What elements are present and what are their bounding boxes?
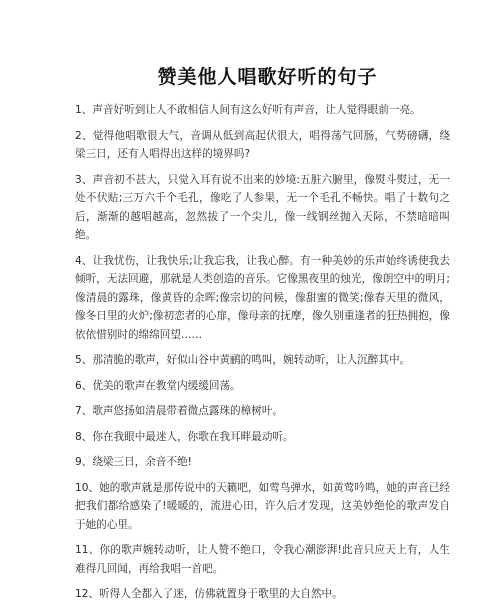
sentence-item-8: 8、你在我眼中最迷人，你歌在我耳畔最动听。 <box>75 430 294 443</box>
sentence-item-6: 6、优美的歌声在教堂内缓缓回荡。 <box>75 379 241 392</box>
sentence-item-4: 4、让我忧伤，让我快乐;让我忘我，让我心醉。有一种美妙的乐声始终诱使我去倾听，无法回避，那就是人类创造的音乐。它像黑夜里的烛光，像朗空中的明月;像清晨的露珠，像黄昏的余晖;像宗切的问候，像甜蜜的微笑;像春天里的微风，像冬日里的火炉;像初恋者的心扉，像母亲的抚摩，像久别重逢者的狂热拥抱，像依依惜别时的绵绵回望…… <box>75 254 450 341</box>
sentence-item-3: 3、声音初不甚大，只觉入耳有说不出来的妙境:五脏六腑里，像熨斗熨过，无一处不伏贴;三万六千个毛孔，像吃了人参果，无一个毛孔不畅快。唱了十数句之后，渐渐的越唱越高，忽然拔了一个尖儿，像一线钢丝抛入天际，不禁暗暗叫绝。 <box>75 173 450 241</box>
sentence-item-1: 1、声音好听到让人不敢相信人间有这么好听有声音，让人觉得眼前一亮。 <box>75 104 421 116</box>
sentence-item-11: 11、你的歌声婉转动听，让人赞不绝口，令我心潮澎湃!此音只应天上有，人生难得几回闻，再给我唱一首吧。 <box>75 544 450 575</box>
article-title: 赞美他人唱歌好听的句子 <box>157 66 378 88</box>
sentence-item-2: 2、觉得他唱歌很大气，音调从低到高起伏很大，唱得荡气回肠，气势磅礴，绕梁三日，还有人唱得出这样的境界吗? <box>75 129 450 160</box>
sentence-item-7: 7、歌声悠扬如清晨带着微点露珠的樟树叶。 <box>75 405 284 417</box>
sentence-item-9: 9、绕梁三日，余音不绝! <box>75 456 192 468</box>
sentence-item-5: 5、那清脆的歌声，好似山谷中黄鹂的鸣叫，婉转动听，让人沉醉其中。 <box>75 354 411 366</box>
sentence-item-10: 10、她的歌声就是那传说中的天籁吧，如莺鸟弹水，如黄莺吟鸣，她的声音已经把我们都给感染了!暖暖的，流进心田，许久后才发现，这美妙绝伦的歌声发自于她的心里。 <box>75 481 450 531</box>
sentence-item-12: 12、听得人全都入了迷，仿佛就置身于歌里的大自然中。 <box>75 588 343 600</box>
sentence-list <box>75 101 450 604</box>
